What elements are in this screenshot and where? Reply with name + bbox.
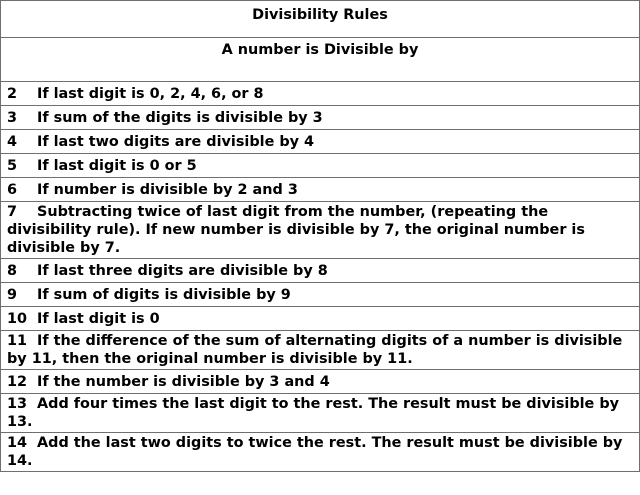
table-row xyxy=(1,259,640,283)
subtitle-row xyxy=(1,38,640,82)
rule-text: If the number is divisible by 3 and 4 xyxy=(37,373,330,390)
rule-number: 10 xyxy=(7,310,28,327)
table-subtitle: A number is Divisible by xyxy=(1,38,640,82)
table-row xyxy=(1,433,640,472)
rule-number: 11 xyxy=(7,333,28,349)
rule-number: 14 xyxy=(7,435,28,451)
rule-number: 5 xyxy=(7,157,18,174)
rule-text: If last three digits are divisible by 8 xyxy=(37,262,328,279)
table-row xyxy=(1,154,640,178)
rule-cell xyxy=(1,130,640,154)
rule-text: Add the last two digits to twice the rest. The result must be divisible by 14. xyxy=(7,435,623,469)
rule-number: 7 xyxy=(7,204,18,220)
rule-cell xyxy=(1,202,640,259)
rule-cell xyxy=(1,307,640,331)
rule-cell xyxy=(1,178,640,202)
table-row xyxy=(1,202,640,259)
rule-text: If last digit is 0 xyxy=(37,310,160,327)
rule-number: 8 xyxy=(7,262,18,279)
rule-cell xyxy=(1,394,640,433)
rule-cell xyxy=(1,106,640,130)
rule-text: If sum of the digits is divisible by 3 xyxy=(37,109,323,126)
rule-text: Add four times the last digit to the rest. The result must be divisible by 13. xyxy=(7,396,620,430)
rule-text: If last two digits are divisible by 4 xyxy=(37,133,315,150)
rule-cell xyxy=(1,331,640,370)
rule-number: 2 xyxy=(7,85,18,102)
table-row xyxy=(1,130,640,154)
rule-cell xyxy=(1,154,640,178)
title-row xyxy=(1,1,640,38)
rule-number: 12 xyxy=(7,373,28,390)
rule-text: If the difference of the sum of alternating digits of a number is divisible by 11, then the original number is divisible by 11. xyxy=(7,333,623,367)
table-row xyxy=(1,331,640,370)
rule-cell xyxy=(1,259,640,283)
table-row xyxy=(1,307,640,331)
table-row xyxy=(1,178,640,202)
table-row xyxy=(1,82,640,106)
rule-text: Subtracting twice of last digit from the number, (repeating the divisibility rule). If new number is divisible by 7, the original number is divisible by 7. xyxy=(7,204,585,256)
table-row xyxy=(1,283,640,307)
rule-number: 13 xyxy=(7,396,28,412)
table-row xyxy=(1,106,640,130)
rule-cell xyxy=(1,433,640,472)
rule-cell xyxy=(1,82,640,106)
rule-number: 6 xyxy=(7,181,18,198)
rule-text: If last digit is 0 or 5 xyxy=(37,157,197,174)
rule-number: 3 xyxy=(7,109,18,126)
rule-cell xyxy=(1,283,640,307)
table-row xyxy=(1,394,640,433)
rule-text: If number is divisible by 2 and 3 xyxy=(37,181,298,198)
rule-number: 9 xyxy=(7,286,18,303)
table-title: Divisibility Rules xyxy=(1,1,640,38)
rule-text: If last digit is 0, 2, 4, 6, or 8 xyxy=(37,85,264,102)
rule-number: 4 xyxy=(7,133,18,150)
rule-text: If sum of digits is divisible by 9 xyxy=(37,286,291,303)
table-row xyxy=(1,370,640,394)
rule-cell xyxy=(1,370,640,394)
